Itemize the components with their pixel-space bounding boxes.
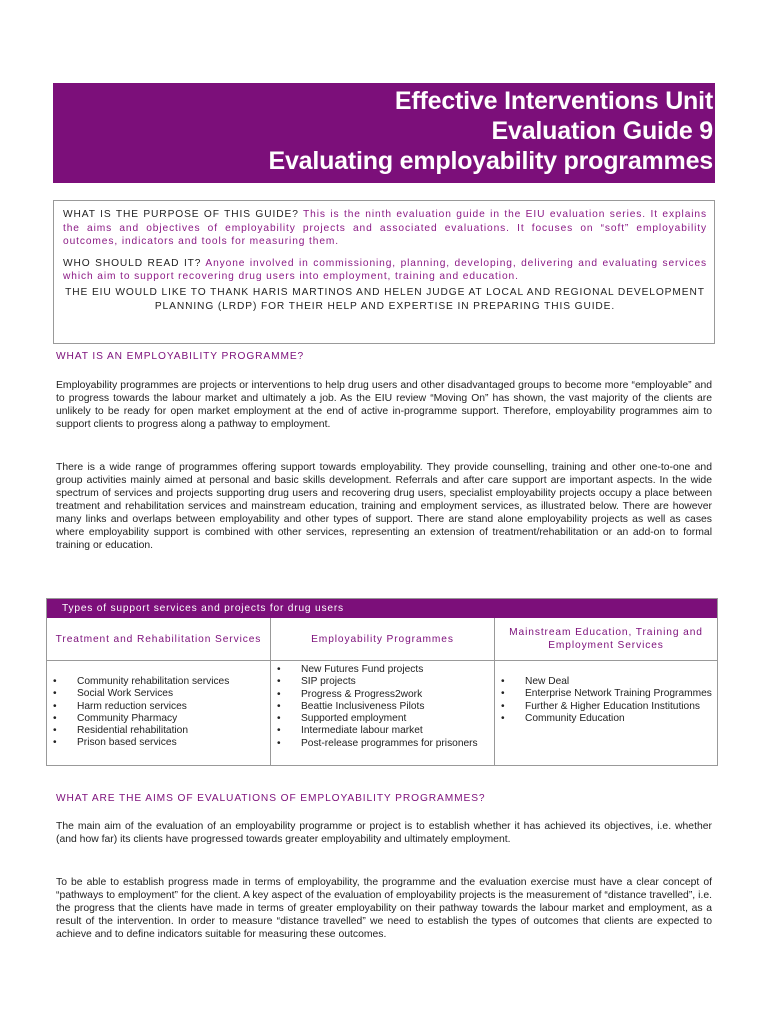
list-item: • Intermediate labour market	[301, 725, 490, 737]
list-item: • Supported employment	[301, 713, 490, 725]
support-services-table	[46, 598, 718, 766]
list-item: • New Deal	[525, 676, 713, 688]
column-header: Treatment and Rehabilitation Services	[47, 618, 270, 661]
section-heading-aims: WHAT ARE THE AIMS OF EVALUATIONS OF EMPLOYABILITY PROGRAMMES?	[56, 793, 486, 804]
title-banner	[53, 83, 715, 183]
list-item: • Beattie Inclusiveness Pilots	[301, 701, 490, 713]
purpose-question: WHAT IS THE PURPOSE OF THIS GUIDE?	[63, 209, 299, 220]
audience-answer: Anyone involved in commissioning, planning, developing, delivering and evaluating services which aim to support recovering drug users into employment, training and education.	[63, 257, 708, 283]
list-item: • New Futures Fund projects	[301, 664, 490, 676]
list-item: • Social Work Services	[77, 688, 266, 700]
list-item: • Enterprise Network Training Programmes	[525, 688, 713, 700]
treatment-list	[47, 676, 266, 750]
column-header: Employability Programmes	[271, 618, 494, 661]
section1-paragraph-2: There is a wide range of programmes offering support towards employability. They provide counselling, training and other one-to-one and group activities mainly aimed at personal and basic skills development. Referrals and after care support are important aspects. In the wide spectrum of services and projects supporting drug users and recovering drug users, specialist employability projects occupy a place between treatment and rehabilitation services and mainstream education, training and employment services, as illustrated below. There are however many links and overlaps between employability and other types of support. There are stand alone employability projects as well as cases where employability support is combined with other services, representing an extension of treatment/rehabilitation or an add-on to formal training or education.	[56, 462, 712, 551]
table-column-treatment	[47, 618, 271, 765]
audience-question: WHO SHOULD READ IT?	[63, 257, 202, 269]
list-item: • Harm reduction services	[77, 701, 266, 713]
list-item: • Community Pharmacy	[77, 713, 266, 725]
list-item: • Community Education	[525, 713, 713, 725]
section2-paragraph-1: The main aim of the evaluation of an employability programme or project is to establish whether it has achieved its objectives, i.e. whether (and how far) its clients have progressed towards greater employability and ultimately employment.	[56, 821, 712, 845]
list-item: • Community rehabilitation services	[77, 676, 266, 688]
table-column-mainstream	[495, 618, 717, 765]
table-title: Types of support services and projects for drug users	[47, 599, 717, 618]
summary-box	[53, 200, 715, 344]
list-item: • Further & Higher Education Institutions	[525, 701, 713, 713]
acknowledgement: THE EIU WOULD LIKE TO THANK HARIS MARTINOS AND HELEN JUDGE AT LOCAL AND REGIONAL DEVELOPMENT PLANNING (LRDP) FOR THEIR HELP AND EXPERTISE IN PREPARING THIS GUIDE.	[65, 286, 705, 312]
title-line-2: Evaluation Guide 9	[491, 117, 713, 145]
purpose-paragraph	[63, 208, 707, 249]
section2-paragraph-2: To be able to establish progress made in terms of employability, the programme and the evaluation exercise must have a clear concept of “pathways to employment” for the client. A key aspect of the evaluation of employability projects is the measurement of “distance travelled”, i.e. the progress that the clients have made in terms of greater employability on their pathway towards the labour market and employment, as a result of the intervention. In order to measure “distance travelled” we need to establish the types of outcomes that clients are expected to achieve and to define indicators suitable for measuring these outcomes.	[56, 877, 712, 940]
title-line-1: Effective Interventions Unit	[394, 87, 713, 115]
list-item: • Progress & Progress2work	[301, 689, 490, 701]
section-heading-employability: WHAT IS AN EMPLOYABILITY PROGRAMME?	[56, 351, 305, 362]
table-column-employability	[271, 618, 495, 765]
mainstream-list	[495, 676, 713, 725]
employability-list	[271, 664, 490, 750]
audience-paragraph	[63, 257, 707, 284]
list-item: • Prison based services	[77, 737, 266, 749]
title-line-3: Evaluating employability programmes	[268, 147, 713, 175]
column-header: Mainstream Education, Training and Employment Services	[495, 618, 717, 661]
list-item: • SIP projects	[301, 676, 490, 688]
purpose-answer: This is the ninth evaluation guide in the EIU evaluation series. It explains the aims and objectives of employability projects and associated evaluations. It focuses on “soft” employability outcomes, indicators and tools for measuring them.	[63, 209, 707, 248]
list-item: • Residential rehabilitation	[77, 725, 266, 737]
section1-paragraph-1: Employability programmes are projects or interventions to help drug users and other disadvantaged groups to become more “employable” and to progress towards the labour market and ultimately a job. As the EIU review “Moving On” has shown, the vast majority of the clients are unlikely to be ready for open market employment at the end of active in-programme support. Therefore, employability programmes aim to support clients to progress along a pathway to employment.	[56, 380, 712, 430]
list-item: • Post-release programmes for prisoners	[301, 738, 490, 750]
